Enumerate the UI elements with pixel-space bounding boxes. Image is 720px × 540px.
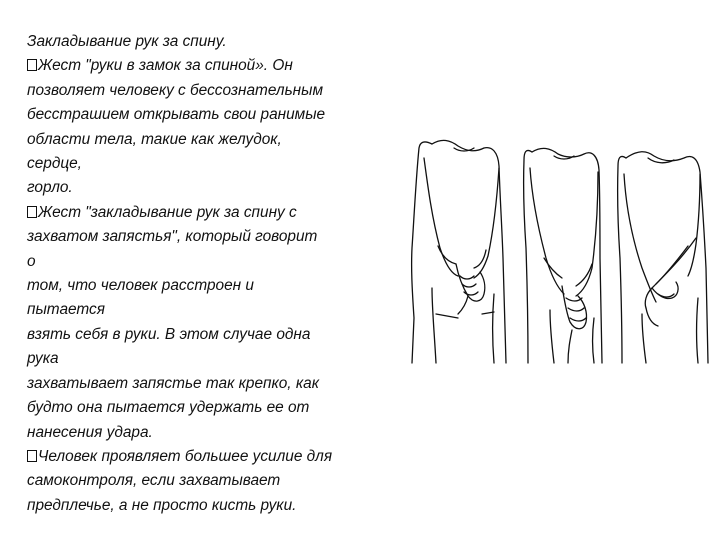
line-text: рука xyxy=(27,350,59,368)
line-text: пытается xyxy=(27,301,105,319)
line-text: взять себя в руки. В этом случае одна xyxy=(27,325,311,343)
text-line xyxy=(27,469,392,493)
line-text: сердце, xyxy=(27,155,82,173)
line-text: том, что человек расстроен и xyxy=(27,277,254,295)
square-bullet-icon xyxy=(27,450,37,462)
line-text: самоконтроля, если захватывает xyxy=(27,472,281,490)
text-line xyxy=(27,250,392,274)
line-text: Закладывание рук за спину. xyxy=(27,33,227,50)
text-line xyxy=(27,347,392,371)
text-line xyxy=(27,30,392,54)
line-text: области тела, такие как желудок, xyxy=(27,130,282,148)
line-text: Жест "закладывание рук за спину с xyxy=(38,203,297,221)
figure-forearm-grip xyxy=(618,152,708,363)
bullet-line xyxy=(27,445,392,469)
text-line xyxy=(27,225,392,249)
line-text: захватывает запястье так крепко, как xyxy=(27,374,319,392)
bullet-line xyxy=(27,54,392,78)
line-text: бесстрашием открывать свои ранимые xyxy=(27,106,326,124)
text-line xyxy=(27,152,392,176)
text-line xyxy=(27,494,392,518)
line-text: горло. xyxy=(27,179,73,197)
text-line xyxy=(27,274,392,298)
body-text xyxy=(27,30,392,518)
illustration-hands-behind-back xyxy=(402,118,720,368)
line-text: будто она пытается удержать ее от xyxy=(27,399,310,417)
line-text: нанесения удара. xyxy=(27,423,153,441)
text-line xyxy=(27,396,392,420)
bullet-line xyxy=(27,201,392,225)
figure-hands-clasped xyxy=(412,140,506,363)
text-line xyxy=(27,176,392,200)
text-line xyxy=(27,128,392,152)
illustration-svg xyxy=(402,118,720,368)
text-line xyxy=(27,79,392,103)
line-text: Жест "руки в замок за спиной». Он xyxy=(38,57,293,75)
text-line xyxy=(27,372,392,396)
text-line xyxy=(27,323,392,347)
line-text: захватом запястья", который говорит xyxy=(27,228,318,246)
line-text: позволяет человеку с бессознательным xyxy=(27,81,324,99)
line-text: о xyxy=(27,252,36,270)
text-line xyxy=(27,298,392,322)
line-text: Человек проявляет большее усилие для xyxy=(38,447,333,465)
text-line xyxy=(27,421,392,445)
text-line xyxy=(27,103,392,127)
figure-wrist-grip xyxy=(524,148,602,363)
square-bullet-icon xyxy=(27,59,37,71)
line-text: предплечье, а не просто кисть руки. xyxy=(27,496,297,514)
square-bullet-icon xyxy=(27,206,37,218)
